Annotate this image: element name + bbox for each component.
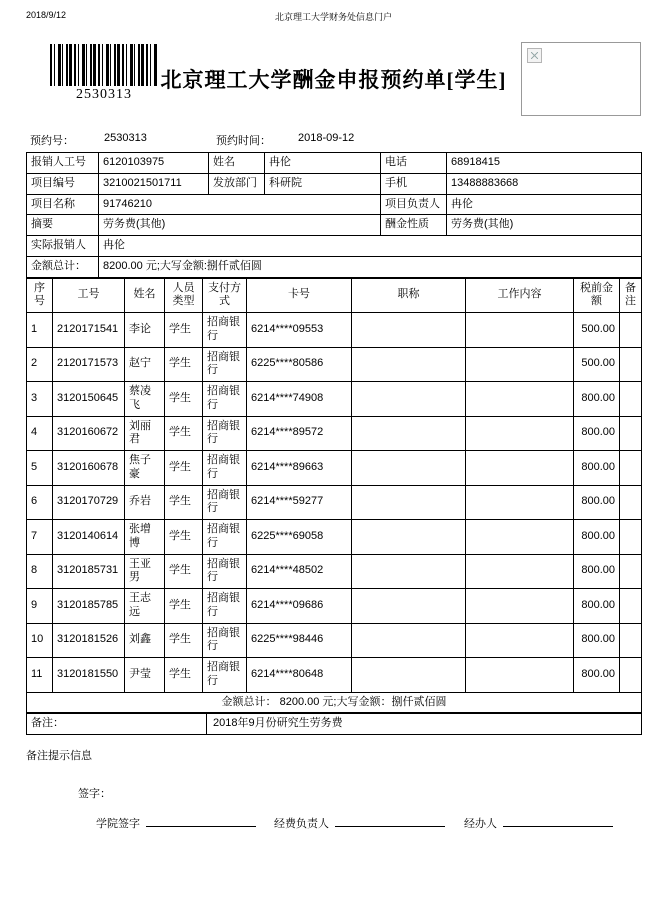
- cell-amount: 800.00: [574, 520, 620, 555]
- cell-card: 6214****09553: [247, 313, 352, 348]
- info-value: 冉伦: [265, 153, 381, 174]
- cell-no: 2: [27, 347, 53, 382]
- cell-pay: 招商银行: [203, 520, 247, 555]
- cell-no: 6: [27, 485, 53, 520]
- col-header-amount: 税前金额: [574, 278, 620, 313]
- cell-remark: [620, 485, 642, 520]
- signature-item-label: 学院签字: [96, 818, 140, 830]
- cell-no: 11: [27, 658, 53, 693]
- table-row: [27, 520, 642, 555]
- table-row: [27, 658, 642, 693]
- cell-name: 蔡凌飞: [125, 382, 165, 417]
- cell-name: 张增博: [125, 520, 165, 555]
- cell-amount: 500.00: [574, 313, 620, 348]
- detail-total-row: [27, 692, 642, 713]
- info-label: 姓名: [209, 153, 265, 174]
- col-header-name: 姓名: [125, 278, 165, 313]
- cell-card: 6214****80648: [247, 658, 352, 693]
- cell-id: 3120160672: [53, 416, 125, 451]
- table-row: [27, 451, 642, 486]
- cell-title: [352, 623, 466, 658]
- info-label: 报销人工号: [27, 153, 99, 174]
- cell-amount: 800.00: [574, 589, 620, 624]
- cell-remark: [620, 589, 642, 624]
- cell-card: 6214****09686: [247, 589, 352, 624]
- info-row: [27, 173, 642, 194]
- col-header-title: 职称: [352, 278, 466, 313]
- info-value: 91746210: [99, 194, 381, 215]
- table-row: [27, 589, 642, 624]
- info-value: 劳务费(其他): [99, 215, 381, 236]
- info-row: [27, 194, 642, 215]
- page-title: 北京理工大学酬金申报预约单[学生]: [160, 68, 507, 92]
- cell-type: 学生: [165, 451, 203, 486]
- cell-remark: [620, 347, 642, 382]
- reservation-time-label: 预约时间：: [216, 135, 271, 147]
- print-date: 2018/9/12: [26, 10, 67, 20]
- broken-image-icon: [527, 48, 542, 63]
- signature-item-handler: [464, 815, 613, 831]
- cell-id: 3120160678: [53, 451, 125, 486]
- cell-type: 学生: [165, 485, 203, 520]
- cell-card: 6214****59277: [247, 485, 352, 520]
- table-row: [27, 313, 642, 348]
- reservation-no-value: 2530313: [104, 132, 147, 144]
- cell-pay: 招商银行: [203, 382, 247, 417]
- col-header-type: 人员类型: [165, 278, 203, 313]
- cell-work: [466, 623, 574, 658]
- detail-total-text: 金额总计： 8200.00 元;大写金额：捌仟贰佰圆: [27, 692, 642, 713]
- reservation-line: [26, 128, 641, 152]
- col-header-card: 卡号: [247, 278, 352, 313]
- signature-block: [26, 785, 641, 845]
- cell-work: [466, 520, 574, 555]
- cell-pay: 招商银行: [203, 658, 247, 693]
- cell-name: 王志远: [125, 589, 165, 624]
- cell-remark: [620, 658, 642, 693]
- cell-no: 5: [27, 451, 53, 486]
- col-header-id: 工号: [53, 278, 125, 313]
- cell-pay: 招商银行: [203, 416, 247, 451]
- cell-type: 学生: [165, 347, 203, 382]
- cell-name: 刘丽君: [125, 416, 165, 451]
- table-row: [27, 554, 642, 589]
- info-value: 6120103975: [99, 153, 209, 174]
- cell-pay: 招商银行: [203, 313, 247, 348]
- cell-title: [352, 589, 466, 624]
- info-row: [27, 153, 642, 174]
- cell-work: [466, 382, 574, 417]
- cell-type: 学生: [165, 589, 203, 624]
- info-row: [27, 236, 642, 257]
- cell-title: [352, 416, 466, 451]
- cell-pay: 招商银行: [203, 485, 247, 520]
- cell-no: 9: [27, 589, 53, 624]
- cell-no: 8: [27, 554, 53, 589]
- cell-type: 学生: [165, 554, 203, 589]
- info-value: 13488883668: [447, 173, 642, 194]
- cell-remark: [620, 382, 642, 417]
- cell-remark: [620, 451, 642, 486]
- cell-title: [352, 554, 466, 589]
- cell-name: 乔岩: [125, 485, 165, 520]
- table-row: [27, 623, 642, 658]
- cell-title: [352, 520, 466, 555]
- cell-amount: 800.00: [574, 623, 620, 658]
- cell-work: [466, 451, 574, 486]
- info-amount-row: [27, 256, 642, 277]
- info-label: 实际报销人: [27, 236, 99, 257]
- cell-no: 3: [27, 382, 53, 417]
- table-row: [27, 347, 642, 382]
- cell-card: 6214****89663: [247, 451, 352, 486]
- info-value: 68918415: [447, 153, 642, 174]
- cell-work: [466, 589, 574, 624]
- cell-id: 3120140614: [53, 520, 125, 555]
- cell-id: 3120170729: [53, 485, 125, 520]
- cell-card: 6225****69058: [247, 520, 352, 555]
- barcode-number: 2530313: [76, 87, 132, 102]
- info-value: 冉伦: [447, 194, 642, 215]
- table-row: [27, 382, 642, 417]
- cell-amount: 800.00: [574, 382, 620, 417]
- info-row: [27, 215, 642, 236]
- cell-card: 6214****89572: [247, 416, 352, 451]
- cell-type: 学生: [165, 520, 203, 555]
- col-header-work: 工作内容: [466, 278, 574, 313]
- cell-work: [466, 416, 574, 451]
- cell-card: 6214****74908: [247, 382, 352, 417]
- cell-card: 6225****98446: [247, 623, 352, 658]
- info-label: 项目负责人: [381, 194, 447, 215]
- signature-item-fund-owner: [274, 815, 445, 831]
- cell-title: [352, 347, 466, 382]
- cell-remark: [620, 416, 642, 451]
- table-row: [27, 416, 642, 451]
- cell-title: [352, 485, 466, 520]
- cell-id: 2120171573: [53, 347, 125, 382]
- cell-amount: 800.00: [574, 451, 620, 486]
- cell-no: 7: [27, 520, 53, 555]
- cell-pay: 招商银行: [203, 451, 247, 486]
- cell-pay: 招商银行: [203, 623, 247, 658]
- cell-amount: 800.00: [574, 658, 620, 693]
- cell-no: 1: [27, 313, 53, 348]
- cell-work: [466, 313, 574, 348]
- info-value: 劳务费(其他): [447, 215, 642, 236]
- cell-type: 学生: [165, 313, 203, 348]
- cell-remark: [620, 554, 642, 589]
- cell-name: 赵宁: [125, 347, 165, 382]
- signature-line: [146, 816, 256, 827]
- cell-title: [352, 313, 466, 348]
- info-label: 项目编号: [27, 173, 99, 194]
- signature-item-label: 经办人: [464, 818, 497, 830]
- cell-no: 10: [27, 623, 53, 658]
- photo-placeholder: [521, 42, 641, 116]
- cell-remark: [620, 313, 642, 348]
- col-header-no: 序号: [27, 278, 53, 313]
- signature-label: 签字：: [78, 788, 111, 800]
- cell-id: 3120181526: [53, 623, 125, 658]
- info-label: 酬金性质: [381, 215, 447, 236]
- cell-title: [352, 382, 466, 417]
- cell-pay: 招商银行: [203, 347, 247, 382]
- cell-work: [466, 347, 574, 382]
- print-title: 北京理工大学财务处信息门户: [274, 12, 392, 22]
- info-label: 发放部门: [209, 173, 265, 194]
- info-label: 手机: [381, 173, 447, 194]
- note-title: 备注提示信息: [26, 750, 92, 762]
- cell-title: [352, 658, 466, 693]
- cell-amount: 800.00: [574, 485, 620, 520]
- info-label: 摘要: [27, 215, 99, 236]
- cell-card: 6214****48502: [247, 554, 352, 589]
- cell-name: 尹莹: [125, 658, 165, 693]
- cell-work: [466, 554, 574, 589]
- cell-title: [352, 451, 466, 486]
- cell-work: [466, 485, 574, 520]
- cell-type: 学生: [165, 416, 203, 451]
- reservation-time-value: 2018-09-12: [298, 132, 355, 144]
- signature-line: [503, 816, 613, 827]
- cell-type: 学生: [165, 382, 203, 417]
- info-table: [26, 152, 642, 278]
- amount-total-label: 金额总计：: [27, 256, 99, 277]
- document-content: [26, 42, 641, 845]
- signature-item-college: [96, 815, 256, 831]
- cell-amount: 800.00: [574, 416, 620, 451]
- cell-amount: 500.00: [574, 347, 620, 382]
- cell-id: 3120185731: [53, 554, 125, 589]
- cell-id: 2120171541: [53, 313, 125, 348]
- cell-type: 学生: [165, 658, 203, 693]
- cell-no: 4: [27, 416, 53, 451]
- cell-card: 6225****80586: [247, 347, 352, 382]
- cell-remark: [620, 520, 642, 555]
- remark-row: [27, 714, 642, 735]
- reservation-no-label: 预约号：: [30, 135, 74, 147]
- cell-type: 学生: [165, 623, 203, 658]
- cell-work: [466, 658, 574, 693]
- cell-name: 焦子豪: [125, 451, 165, 486]
- remark-label: 备注：: [27, 714, 207, 735]
- detail-table: [26, 278, 642, 714]
- cell-amount: 800.00: [574, 554, 620, 589]
- detail-header-row: [27, 278, 642, 313]
- info-label: 电话: [381, 153, 447, 174]
- table-row: [27, 485, 642, 520]
- cell-name: 李论: [125, 313, 165, 348]
- cell-name: 王亚男: [125, 554, 165, 589]
- remark-table: [26, 713, 642, 735]
- remark-value: 2018年9月份研究生劳务费: [207, 714, 642, 735]
- cell-id: 3120181550: [53, 658, 125, 693]
- cell-pay: 招商银行: [203, 589, 247, 624]
- cell-id: 3120150645: [53, 382, 125, 417]
- amount-total-value: 8200.00 元;大写金额:捌仟贰佰圆: [99, 256, 642, 277]
- info-label: 项目名称: [27, 194, 99, 215]
- cell-name: 刘鑫: [125, 623, 165, 658]
- signature-line: [335, 816, 445, 827]
- cell-remark: [620, 623, 642, 658]
- document-header-band: [26, 42, 641, 124]
- info-value: 冉伦: [99, 236, 642, 257]
- col-header-pay: 支付方式: [203, 278, 247, 313]
- signature-item-label: 经费负责人: [274, 818, 329, 830]
- cell-id: 3120185785: [53, 589, 125, 624]
- info-value: 3210021501711: [99, 173, 209, 194]
- col-header-remark: 备注: [620, 278, 642, 313]
- info-value: 科研院: [265, 173, 381, 194]
- cell-pay: 招商银行: [203, 554, 247, 589]
